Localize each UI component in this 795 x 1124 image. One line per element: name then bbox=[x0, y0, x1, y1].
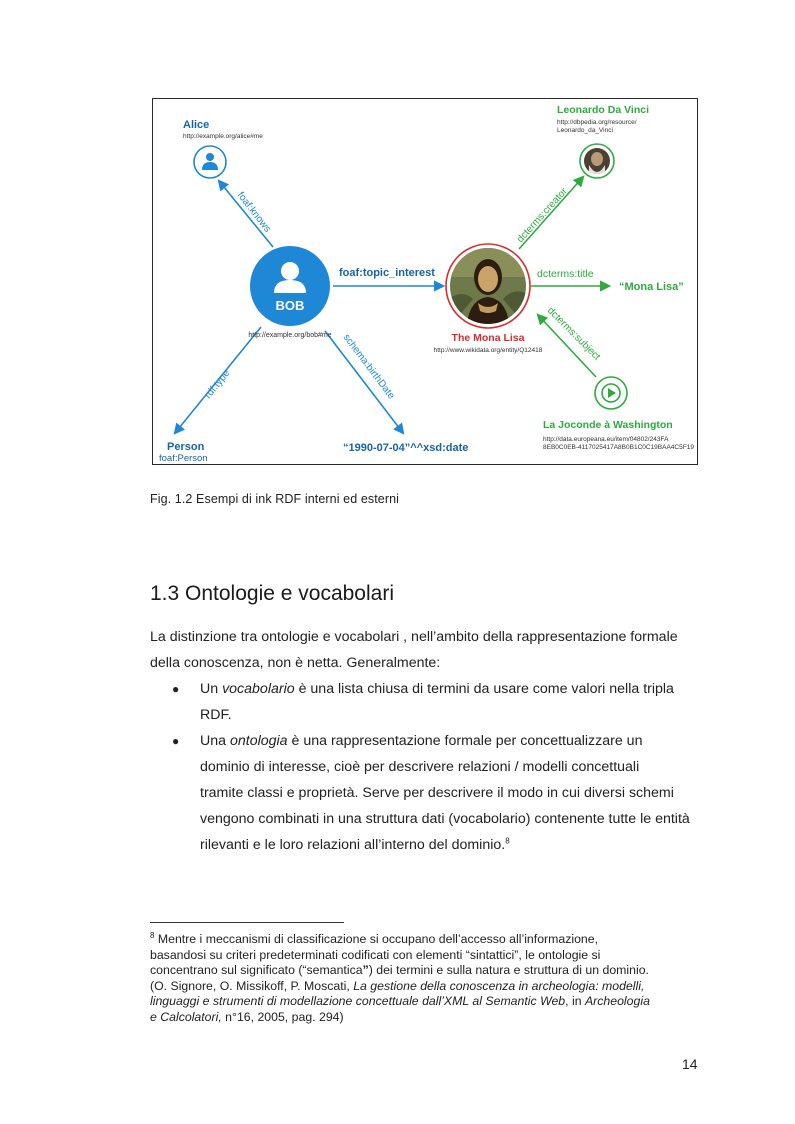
bullet-pre: Un bbox=[200, 681, 223, 697]
joconde-node bbox=[595, 377, 627, 409]
bullet-symbol: ● bbox=[172, 682, 180, 696]
mona-lisa-node bbox=[446, 244, 530, 331]
list-item-ontologia bbox=[150, 728, 702, 858]
footnote-line-6a: e Calcolatori, bbox=[150, 1009, 222, 1024]
bullet-pre: Una bbox=[200, 733, 230, 749]
list-item-vocabolario bbox=[150, 676, 702, 728]
bullet-line-1-rest: è una lista chiusa di termini da usare come valori nella tripla bbox=[294, 681, 674, 697]
birthdate-literal: “1990-07-04”^^xsd:date bbox=[343, 442, 469, 454]
bullet-symbol: ● bbox=[172, 734, 180, 748]
bullet-line-5: rilevanti e le loro relazioni all’interno del dominio. bbox=[200, 837, 506, 853]
term-vocabolario: vocabolario bbox=[222, 681, 295, 697]
footnote-line-3b: ” bbox=[362, 963, 369, 978]
page-number: 14 bbox=[682, 1056, 698, 1072]
edge-schema-birthdate bbox=[325, 331, 403, 433]
joconde-uri-line2: 8EB0C0EB-4117025417A8B0B1C0C19BAA4C5F19 bbox=[543, 444, 694, 451]
leonardo-label: Leonardo Da Vinci bbox=[557, 104, 649, 116]
footnote-line-5a: linguaggi e strumenti di modellazione concettuale dall’XML al Semantic Web bbox=[150, 994, 566, 1009]
leonardo-uri-line1: http://dbpedia.org/resource/ bbox=[557, 119, 637, 126]
footnote-number: 8 bbox=[150, 930, 155, 940]
footnote-reference[interactable]: 8 bbox=[505, 836, 510, 846]
rdf-graph bbox=[153, 99, 697, 464]
alice-uri: http://example.org/alice#me bbox=[183, 133, 263, 140]
edge-foaf-knows bbox=[219, 181, 273, 247]
edge-label-creator: dcterms:creator bbox=[515, 186, 570, 246]
alice-node bbox=[194, 146, 226, 178]
edge-label-knows: foaf:knows bbox=[234, 190, 273, 235]
person-label: Person bbox=[167, 441, 205, 453]
leonardo-uri-line2: Leonardo_da_Vinci bbox=[557, 127, 613, 134]
bullet-line-4: vengono combinati in una struttura dati (vocabolario) contenente tutte le entità bbox=[200, 811, 690, 827]
footnote-line-3c: ) dei termini e sulla natura e struttura di un dominio. bbox=[368, 963, 649, 978]
term-ontologia: ontologia bbox=[229, 733, 288, 749]
bullet-line-3: tramite classi e proprietà. Serve per descrivere il modo in cui diversi schemi bbox=[200, 785, 674, 801]
definition-list bbox=[150, 676, 702, 858]
edge-label-title: dcterms:title bbox=[537, 268, 594, 280]
mona-lisa-uri: http://www.wikidata.org/entity/Q12418 bbox=[433, 347, 543, 354]
footnote bbox=[150, 932, 702, 1026]
bullet-line-2: RDF. bbox=[200, 707, 232, 723]
section-title: 1.3 Ontologie e vocabolari bbox=[150, 582, 394, 605]
footnote-line-4b: La gestione della conoscenza in archeologia: modelli, bbox=[353, 978, 645, 993]
footnote-line-6b: n°16, 2005, pag. 294) bbox=[221, 1009, 344, 1024]
footnote-line-4a: (O. Signore, O. Missikoff, P. Moscati, bbox=[150, 978, 354, 993]
bob-node bbox=[250, 246, 330, 326]
footnote-separator bbox=[150, 922, 344, 923]
intro-line-2: della conoscenza, non è netta. Generalmente: bbox=[150, 655, 441, 671]
rdf-diagram-figure bbox=[152, 98, 698, 465]
joconde-uri-line1: http://data.europeana.eu/item/04802/243FA bbox=[543, 436, 669, 443]
footnote-line-2: basandosi su criteri predeterminati codificati con elementi “sintattici”, le ontologie si bbox=[150, 947, 601, 962]
bullet-line-1-rest: è una rappresentazione formale per concettualizzare un bbox=[287, 733, 643, 749]
joconde-label: La Joconde à Washington bbox=[543, 419, 673, 431]
bullet-line-2: dominio di interesse, cioè per descrivere relazioni / modelli concettuali bbox=[200, 759, 640, 775]
mona-lisa-label: The Mona Lisa bbox=[451, 332, 525, 344]
bob-label: BOB bbox=[275, 298, 305, 313]
edge-label-topic-interest: foaf:topic_interest bbox=[339, 267, 435, 279]
bob-uri: http://example.org/bob#me bbox=[248, 332, 332, 339]
leonardo-node bbox=[580, 144, 614, 178]
edge-label-birthdate: schema:birthDate bbox=[340, 332, 397, 402]
figure-caption: Fig. 1.2 Esempi di ink RDF interni ed esterni bbox=[150, 492, 400, 506]
footnote-line-5b: , in bbox=[565, 994, 585, 1009]
alice-label: Alice bbox=[183, 119, 210, 131]
edge-label-rdf-type: rdf:type bbox=[202, 368, 233, 401]
person-sublabel: foaf:Person bbox=[159, 453, 208, 464]
footnote-line-1: Mentre i meccanismi di classificazione si occupano dell’accesso all’informazione, bbox=[154, 932, 599, 946]
footnote-line-3a: concentrano sul significato (“semantica bbox=[150, 963, 363, 978]
intro-line-1: La distinzione tra ontologie e vocabolari , nell’ambito della rappresentazione formale bbox=[150, 629, 678, 645]
edge-label-subject: dcterms:subject bbox=[544, 305, 603, 363]
mona-lisa-literal: “Mona Lisa” bbox=[619, 281, 684, 293]
intro-paragraph bbox=[150, 624, 702, 676]
footnote-line-5c: Archeologia bbox=[584, 994, 650, 1009]
